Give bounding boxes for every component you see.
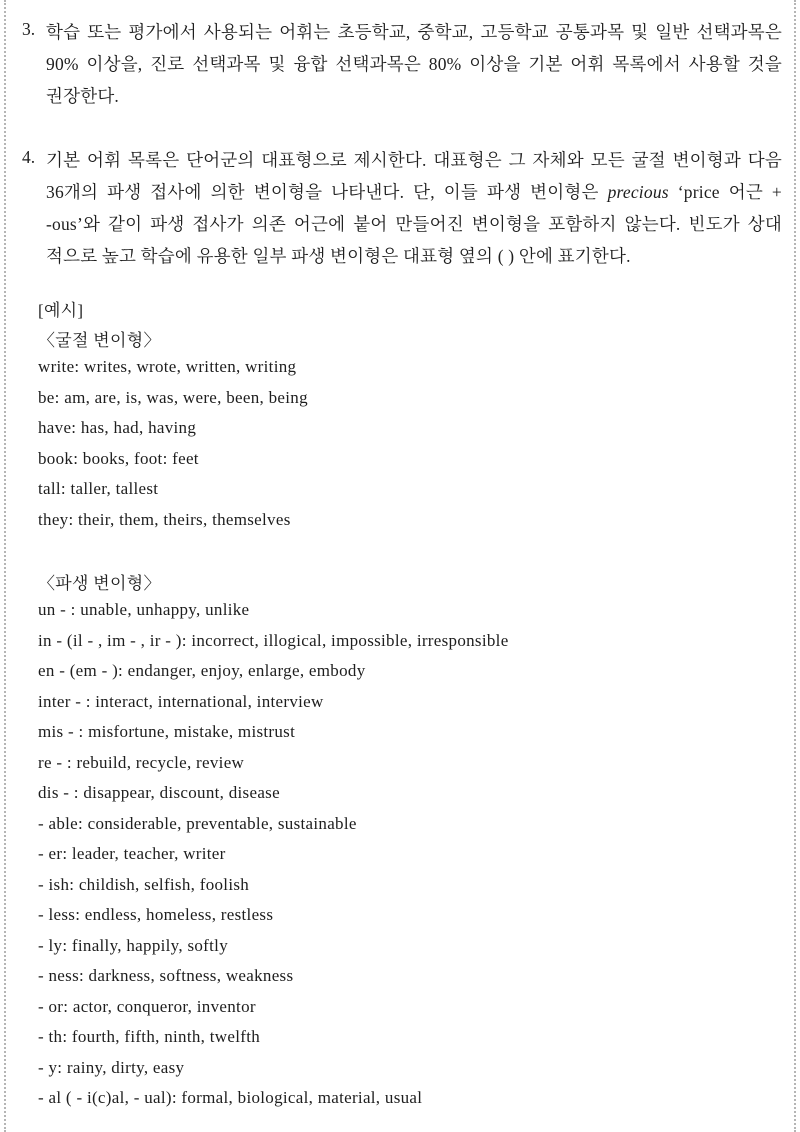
derivation-example: inter - : interact, international, interview [38, 692, 324, 711]
item-4-line-4: 적으로 높고 학습에 유용한 일부 파생 변이형은 대표형 옆의 ( ) 안에 표기한다. [46, 246, 631, 266]
derivation-example: dis - : disappear, discount, disease [38, 783, 280, 802]
derivation-example: - y: rainy, dirty, easy [38, 1058, 185, 1077]
item-3-line-1: 학습 또는 평가에서 사용되는 어휘는 초등학교, 중학교, 고등학교 공통과목 및 일반 선택과목은 [46, 22, 782, 42]
page-border-right [794, 0, 796, 1132]
line-text: ‘price 어근 + [668, 182, 782, 202]
item-3-line-3: 권장한다. [46, 86, 119, 106]
derivation-example: - ish: childish, selfish, foolish [38, 875, 250, 894]
italic-example-word: precious [607, 182, 669, 202]
inflection-example: tall: taller, tallest [38, 479, 159, 498]
derivation-example: en - (em - ): endanger, enjoy, enlarge, embody [38, 661, 366, 680]
derivation-example: - th: fourth, fifth, ninth, twelfth [38, 1027, 261, 1046]
item-4-line-1: 기본 어휘 목록은 단어군의 대표형으로 제시한다. 대표형은 그 자체와 모든 굴절 변이형과 다음 [46, 150, 782, 170]
page-border-left [4, 0, 6, 1132]
item-number: 4. [22, 147, 36, 167]
inflection-example: have: has, had, having [38, 418, 197, 437]
item-4-line-2 [46, 179, 782, 204]
derivation-example: - ly: finally, happily, softly [38, 936, 228, 955]
derivation-example: - able: considerable, preventable, sustainable [38, 814, 357, 833]
inflection-heading: 〈굴절 변이형〉 [38, 331, 161, 350]
derivation-example: un - : unable, unhappy, unlike [38, 600, 250, 619]
derivation-example: - er: leader, teacher, writer [38, 844, 226, 863]
examples-label: [예시] [38, 301, 84, 320]
derivation-example: in - (il - , im - , ir - ): incorrect, illogical, impossible, irresponsible [38, 631, 509, 650]
derivation-example: - less: endless, homeless, restless [38, 905, 274, 924]
derivation-example: - ness: darkness, softness, weakness [38, 966, 294, 985]
item-4-line-3: -ous’와 같이 파생 접사가 의존 어근에 붙어 만들어진 변이형을 포함하지 않는다. 빈도가 상대 [46, 214, 782, 234]
derivation-example: re - : rebuild, recycle, review [38, 753, 245, 772]
inflection-example: they: their, them, theirs, themselves [38, 510, 291, 529]
inflection-example: book: books, foot: feet [38, 449, 199, 468]
line-text: 36개의 파생 접사에 의한 변이형을 나타낸다. 단, 이들 파생 변이형은 [46, 182, 608, 202]
item-3-line-2: 90% 이상을, 진로 선택과목 및 융합 선택과목은 80% 이상을 기본 어휘 목록에서 사용할 것을 [46, 54, 782, 74]
inflection-example: be: am, are, is, was, were, been, being [38, 388, 308, 407]
derivation-heading: 〈파생 변이형〉 [38, 574, 161, 593]
inflection-example: write: writes, wrote, written, writing [38, 357, 297, 376]
item-number: 3. [22, 19, 36, 39]
derivation-example: - al ( - i(c)al, - ual): formal, biological, material, usual [38, 1088, 423, 1107]
derivation-example: - or: actor, conqueror, inventor [38, 997, 256, 1016]
derivation-example: mis - : misfortune, mistake, mistrust [38, 722, 296, 741]
